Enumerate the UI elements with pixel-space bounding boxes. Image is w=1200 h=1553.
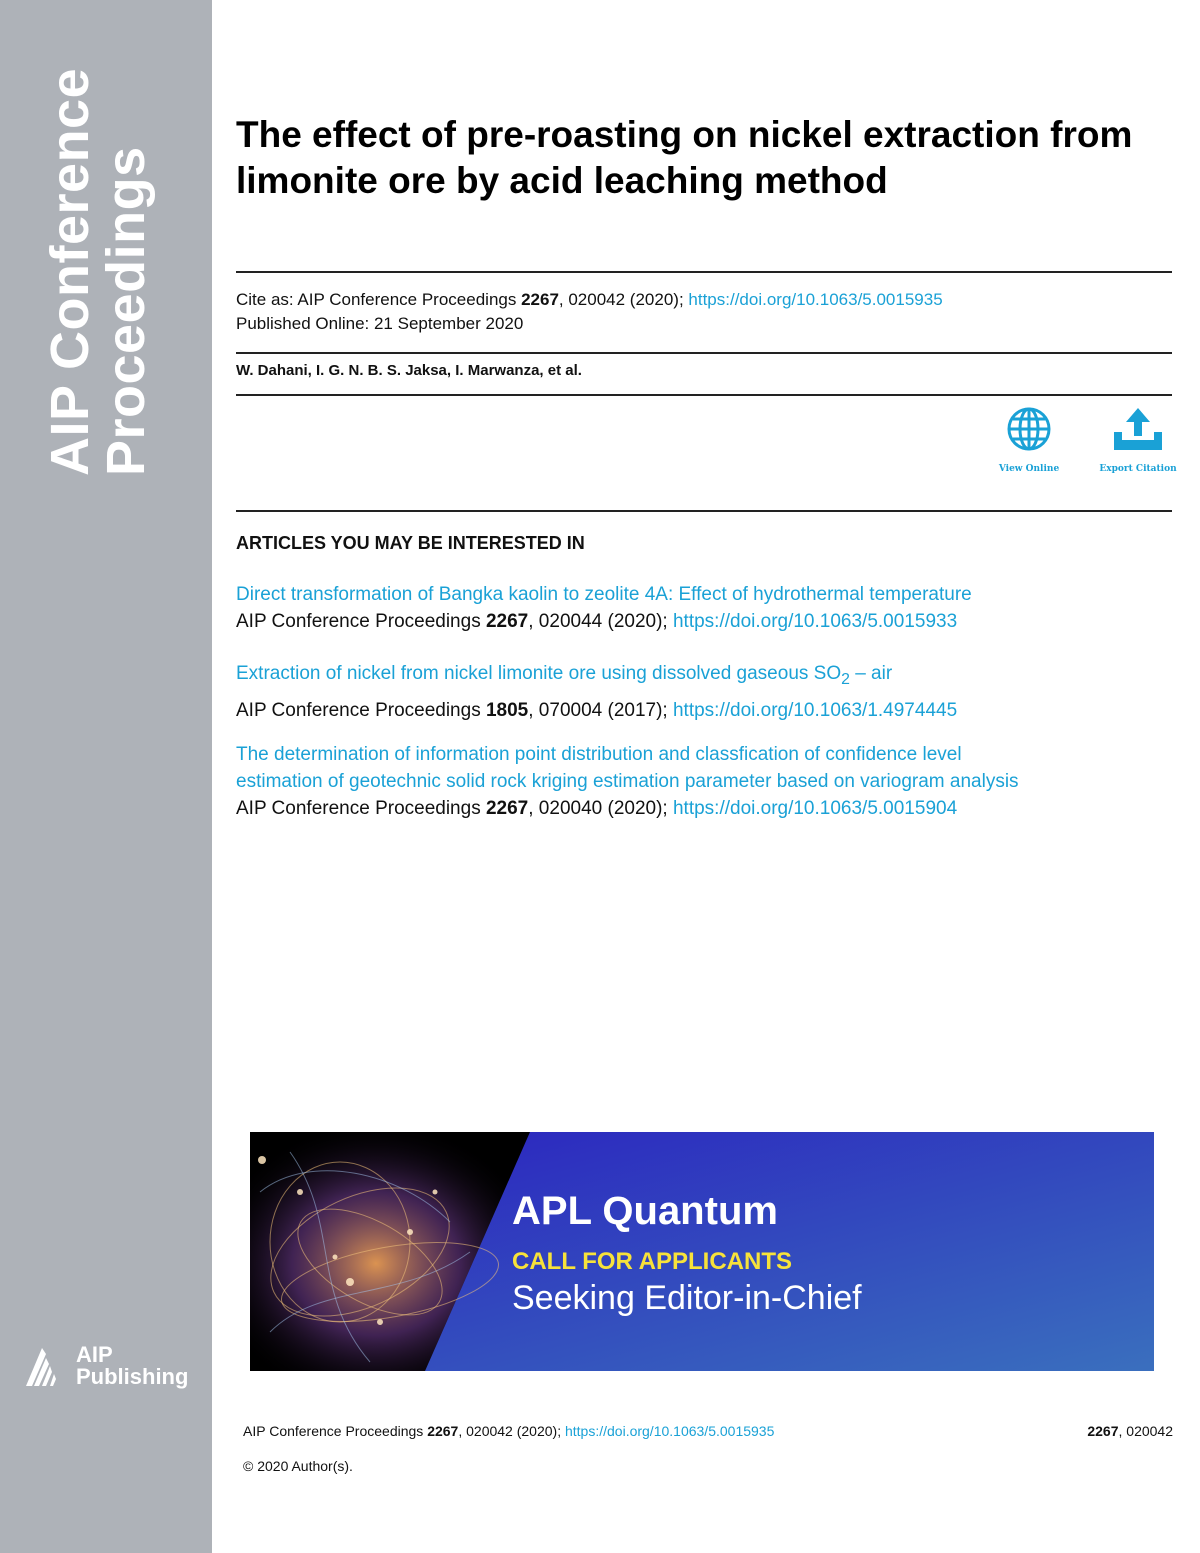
related-article bbox=[236, 581, 1176, 635]
related-article-citation bbox=[236, 795, 1176, 822]
view-online-label: View Online bbox=[998, 464, 1060, 474]
related-title-subscript: 2 bbox=[841, 670, 850, 688]
related-article-citation bbox=[236, 697, 1176, 724]
series-title-line1: AIP Conference bbox=[40, 67, 100, 476]
related-doi-link[interactable]: https://doi.org/10.1063/5.0015933 bbox=[672, 611, 958, 632]
footer-page-rest: , 020042 bbox=[1118, 1423, 1173, 1439]
related-article bbox=[236, 741, 1176, 822]
related-volume: 1805 bbox=[485, 699, 529, 721]
export-citation-button[interactable] bbox=[1093, 406, 1183, 474]
related-title-line1: The determination of information point distribution and classfication of confidence level bbox=[236, 744, 962, 765]
published-date: Published Online: 21 September 2020 bbox=[236, 314, 524, 333]
citation-block bbox=[236, 288, 943, 336]
divider bbox=[236, 394, 1172, 396]
series-title-line2: Proceedings bbox=[96, 146, 156, 476]
related-article-title[interactable]: Direct transformation of Bangka kaolin to zeolite 4A: Effect of hydrothermal temperature bbox=[236, 584, 972, 605]
related-article bbox=[236, 660, 1176, 724]
footer-rest: , 020042 (2020); bbox=[458, 1423, 565, 1439]
footer-page-id bbox=[1087, 1423, 1173, 1439]
related-journal: AIP Conference Proceedings bbox=[236, 611, 486, 632]
banner-call: CALL FOR APPLICANTS bbox=[512, 1248, 792, 1275]
banner-journal: APL Quantum bbox=[512, 1189, 778, 1233]
related-volume: 2267 bbox=[485, 611, 529, 632]
footer-citation bbox=[243, 1423, 1173, 1439]
related-article-citation bbox=[236, 608, 1176, 635]
series-title bbox=[42, 68, 154, 476]
apl-quantum-banner[interactable] bbox=[250, 1132, 1154, 1371]
related-doi-link[interactable]: https://doi.org/10.1063/5.0015904 bbox=[672, 798, 958, 819]
globe-icon bbox=[1006, 406, 1052, 452]
related-rest: , 020044 (2020); bbox=[528, 611, 673, 632]
cite-label: Cite as: AIP Conference Proceedings bbox=[236, 290, 522, 309]
footer-journal: AIP Conference Proceedings bbox=[243, 1423, 428, 1439]
view-online-button[interactable] bbox=[984, 406, 1074, 474]
related-volume: 2267 bbox=[485, 798, 529, 819]
related-journal: AIP Conference Proceedings bbox=[236, 798, 486, 819]
aip-publishing-logo[interactable] bbox=[24, 1344, 199, 1394]
related-title-suffix: – air bbox=[849, 663, 893, 684]
related-journal: AIP Conference Proceedings bbox=[236, 699, 486, 721]
article-title: The effect of pre-roasting on nickel extraction from limonite ore by acid leaching method bbox=[236, 114, 1133, 201]
cite-rest: , 020042 (2020); bbox=[558, 290, 689, 309]
related-title-text: Extraction of nickel from nickel limonite ore using dissolved gaseous SO bbox=[236, 663, 842, 684]
related-title-line2: estimation of geotechnic solid rock kriging estimation parameter based on variogram analysis bbox=[236, 771, 1019, 792]
footer-page-volume: 2267 bbox=[1087, 1423, 1119, 1439]
related-rest: , 070004 (2017); bbox=[528, 699, 673, 721]
banner-text bbox=[512, 1188, 862, 1318]
sidebar bbox=[0, 0, 212, 1553]
copyright: © 2020 Author(s). bbox=[243, 1458, 353, 1474]
related-article-title[interactable] bbox=[236, 741, 1176, 795]
footer-doi-link[interactable]: https://doi.org/10.1063/5.0015935 bbox=[564, 1423, 775, 1439]
related-doi-link[interactable]: https://doi.org/10.1063/1.4974445 bbox=[672, 699, 958, 721]
cite-volume: 2267 bbox=[521, 290, 559, 309]
aip-logo-text bbox=[76, 1344, 188, 1388]
export-icon bbox=[1112, 406, 1164, 452]
divider bbox=[236, 271, 1172, 273]
authors: W. Dahani, I. G. N. B. S. Jaksa, I. Marwanza, et al. bbox=[236, 362, 582, 379]
aip-logo-icon bbox=[24, 1346, 72, 1390]
footer-volume: 2267 bbox=[427, 1423, 459, 1439]
cite-line bbox=[236, 288, 943, 312]
related-article-title[interactable] bbox=[236, 660, 1176, 693]
divider bbox=[236, 510, 1172, 512]
logo-line2: Publishing bbox=[76, 1364, 189, 1389]
banner-subtitle: Seeking Editor-in-Chief bbox=[512, 1279, 862, 1317]
logo-line1: AIP bbox=[76, 1342, 113, 1367]
export-citation-label: Export Citation bbox=[1099, 464, 1177, 474]
divider bbox=[236, 352, 1172, 354]
related-rest: , 020040 (2020); bbox=[528, 798, 673, 819]
article-doi-link[interactable]: https://doi.org/10.1063/5.0015935 bbox=[688, 290, 943, 309]
related-heading: ARTICLES YOU MAY BE INTERESTED IN bbox=[236, 533, 585, 553]
